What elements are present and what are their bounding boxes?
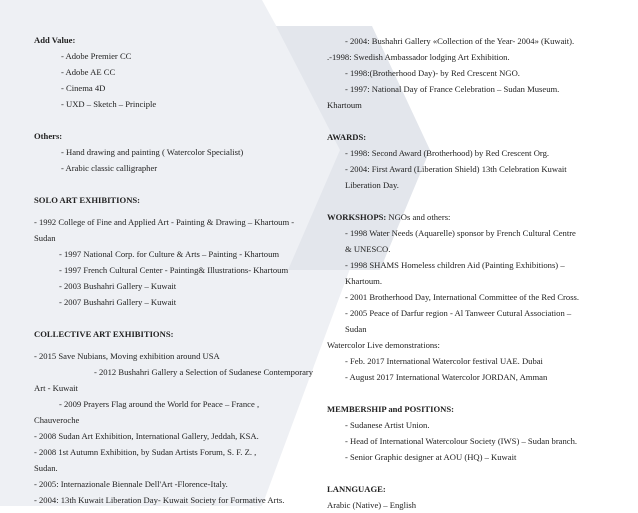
list-item: - 2003 Bushahri Gallery – Kuwait <box>59 281 177 291</box>
membership-heading: MEMBERSHIP and POSITIONS: <box>327 404 455 414</box>
language-value: Arabic (Native) – English <box>327 500 417 510</box>
list-item: - Senior Graphic designer at AOU (HQ) – Kuwait <box>345 452 517 462</box>
list-item: - Sudanese Artist Union. <box>345 420 430 430</box>
list-item: - 2005 Peace of Darfur region - Al Tanweer Cutural Association – <box>345 308 572 318</box>
list-item: .-1998: Swedish Ambassador lodging Art Exhibition. <box>327 52 510 62</box>
collective-exhibitions-heading: COLLECTIVE ART EXHIBITIONS: <box>34 329 174 339</box>
list-item: - Head of International Watercolour Society (IWS) – Sudan branch. <box>345 436 578 446</box>
list-item: - 1992 College of Fine and Applied Art - Painting & Drawing – Khartoum - <box>34 217 295 227</box>
list-item: - 1997 French Cultural Center - Painting& Illustrations- Khartoum <box>59 265 289 275</box>
list-item-continuation: Khartoum <box>327 100 362 110</box>
list-item: - UXD – Sketch – Principle <box>61 99 157 109</box>
list-item: - Arabic classic calligrapher <box>61 163 158 173</box>
list-item-continuation: Art - Kuwait <box>34 383 78 393</box>
list-item: - Feb. 2017 International Watercolor festival UAE. Dubai <box>345 356 543 366</box>
left-column <box>34 0 314 508</box>
list-item: - 1998: Second Award (Brotherhood) by Red Crescent Org. <box>345 148 550 158</box>
right-column <box>327 0 617 513</box>
list-item: - 2015 Save Nubians, Moving exhibition around USA <box>34 351 220 361</box>
list-item: - 2007 Bushahri Gallery – Kuwait <box>59 297 177 307</box>
list-item: - 2004: First Award (Liberation Shield) 13th Celebration Kuwait <box>345 164 567 174</box>
list-item: - 2008 1st Autumn Exhibition, by Sudan Artists Forum, S. F. Z. , <box>34 447 257 457</box>
watercolor-demonstrations-heading: Watercolor Live demonstrations: <box>327 340 440 350</box>
list-item: - 2012 Bushahri Gallery a Selection of Sudanese Contemporary <box>94 367 314 377</box>
list-item: - 1998 SHAMS Homeless children Aid (Painting Exhibitions) – <box>345 260 565 270</box>
list-item: - 2005: Internazionale Biennale Dell'Art -Florence-Italy. <box>34 479 228 489</box>
list-item: - August 2017 International Watercolor JORDAN, Amman <box>345 372 548 382</box>
workshops-heading <box>327 209 617 225</box>
add-value-heading: Add Value: <box>34 35 76 45</box>
language-heading: LANNGUAGE: <box>327 484 386 494</box>
workshops-heading-rest: NGOs and others: <box>386 212 451 222</box>
awards-heading: AWARDS: <box>327 132 367 142</box>
others-heading: Others: <box>34 131 63 141</box>
list-item-continuation: Liberation Day. <box>345 180 399 190</box>
list-item: - Adobe Premier CC <box>61 51 132 61</box>
list-item: - Cinema 4D <box>61 83 106 93</box>
list-item: - 1997 National Corp. for Culture & Arts – Painting - Khartoum <box>59 249 280 259</box>
list-item: - 2008 Sudan Art Exhibition, International Gallery, Jeddah, KSA. <box>34 431 259 441</box>
solo-exhibitions-heading: SOLO ART EXHIBITIONS: <box>34 195 141 205</box>
list-item: - 1998:(Brotherhood Day)- by Red Crescent NGO. <box>345 68 520 78</box>
workshops-heading-label: WORKSHOPS: <box>327 212 387 222</box>
list-item: - Hand drawing and painting ( Watercolor Specialist) <box>61 147 244 157</box>
list-item: - 2001 Brotherhood Day, International Committee of the Red Cross. <box>345 292 580 302</box>
list-item: - 1998 Water Needs (Aquarelle) sponsor by French Cultural Centre <box>345 228 576 238</box>
list-item-continuation: Sudan <box>34 233 56 243</box>
list-item-continuation: Sudan <box>345 324 367 334</box>
list-item: - 2004: 13th Kuwait Liberation Day- Kuwait Society for Formative Arts. <box>34 495 285 505</box>
list-item-continuation: & UNESCO. <box>345 244 391 254</box>
list-item: - 2009 Prayers Flag around the World for Peace – France , <box>59 399 260 409</box>
list-item: - 2004: Bushahri Gallery «Collection of the Year- 2004» (Kuwait). <box>345 36 575 46</box>
list-item-continuation: Sudan. <box>34 463 58 473</box>
list-item-continuation: Chauveroche <box>34 415 80 425</box>
list-item: - 1997: National Day of France Celebration – Sudan Museum. <box>345 84 560 94</box>
list-item-continuation: Khartoum. <box>345 276 382 286</box>
list-item: - Adobe AE CC <box>61 67 116 77</box>
